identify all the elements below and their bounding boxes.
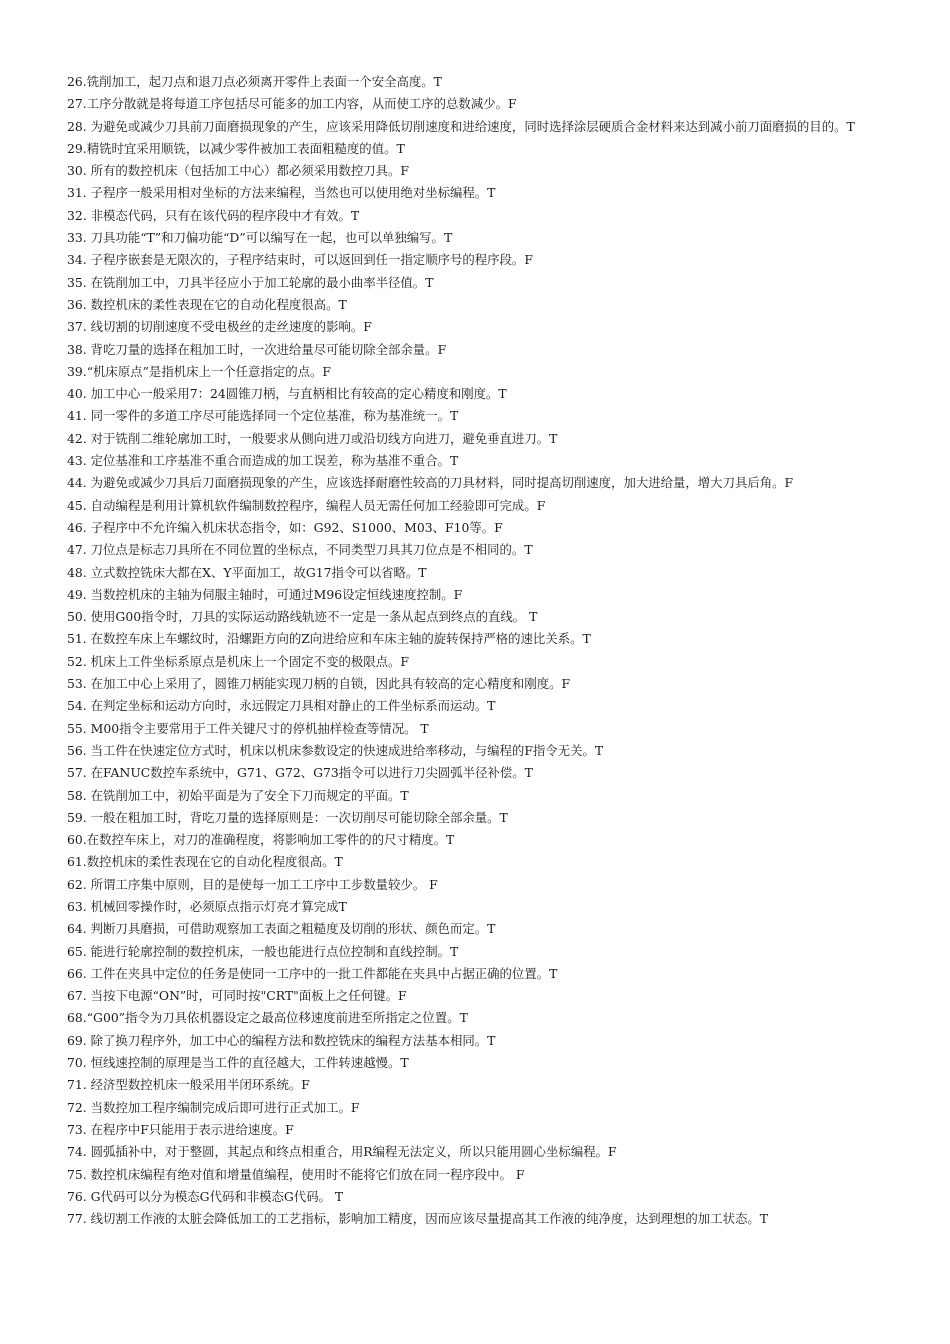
question-item: 32. 非模态代码，只有在该代码的程序段中才有效。T bbox=[67, 207, 360, 223]
question-item: 69. 除了换刀程序外，加工中心的编程方法和数控铣床的编程方法基本相同。T bbox=[67, 1032, 496, 1048]
question-item: 68.“G00”指令为刀具依机器设定之最高位移速度前进至所指定之位置。T bbox=[67, 1010, 468, 1026]
question-item: 48. 立式数控铣床大都在X、Y平面加工，故G17指令可以省略。T bbox=[67, 564, 427, 580]
question-item: 63. 机械回零操作时，必须原点指示灯亮才算完成T bbox=[67, 898, 347, 914]
question-item: 70. 恒线速控制的原理是当工件的直径越大，工件转速越慢。T bbox=[67, 1055, 409, 1071]
question-item: 45. 自动编程是利用计算机软件编制数控程序，编程人员无需任何加工经验即可完成。F bbox=[67, 497, 546, 513]
question-item: 36. 数控机床的柔性表现在它的自动化程度很高。T bbox=[67, 296, 347, 312]
question-item: 31. 子程序一般采用相对坐标的方法来编程，当然也可以使用绝对坐标编程。T bbox=[67, 185, 496, 201]
question-item: 28. 为避免或减少刀具前刀面磨损现象的产生，应该采用降低切削速度和进给速度，同时选择涂层硬质合金材料来达到减小前刀面磨损的目的。T bbox=[67, 118, 855, 134]
question-item: 50. 使用G00指令时，刀具的实际运动路线轨迹不一定是一条从起点到终点的直线。 T bbox=[67, 609, 538, 625]
question-item: 64. 判断刀具磨损，可借助观察加工表面之粗糙度及切削的形状、颜色而定。T bbox=[67, 921, 496, 937]
question-item: 52. 机床上工件坐标系原点是机床上一个固定不变的极限点。F bbox=[67, 653, 410, 669]
question-item: 73. 在程序中F只能用于表示进给速度。F bbox=[67, 1121, 294, 1137]
question-item: 71. 经济型数控机床一般采用半闭环系统。F bbox=[67, 1077, 310, 1093]
question-item: 74. 圆弧插补中，对于整圆，其起点和终点相重合，用R编程无法定义，所以只能用圆心坐标编程。F bbox=[67, 1144, 617, 1160]
question-item: 30. 所有的数控机床（包括加工中心）都必须采用数控刀具。F bbox=[67, 163, 410, 179]
question-item: 49. 当数控机床的主轴为伺服主轴时，可通过M96设定恒线速度控制。F bbox=[67, 586, 463, 602]
question-item: 42. 对于铣削二维轮廓加工时，一般要求从侧向进刀或沿切线方向进刀，避免垂直进刀。T bbox=[67, 430, 558, 446]
question-item: 39.“机床原点”是指机床上一个任意指定的点。F bbox=[67, 363, 332, 379]
question-item: 35. 在铣削加工中，刀具半径应小于加工轮廓的最小曲率半径值。T bbox=[67, 274, 434, 290]
question-item: 72. 当数控加工程序编制完成后即可进行正式加工。F bbox=[67, 1099, 360, 1115]
question-item: 57. 在FANUC数控车系统中，G71、G72、G73指令可以进行刀尖圆弧半径补偿。T bbox=[67, 765, 533, 781]
question-item: 40. 加工中心一般采用7：24圆锥刀柄，与直柄相比有较高的定心精度和刚度。T bbox=[67, 386, 507, 402]
question-item: 33. 刀具功能“T”和刀偏功能“D”可以编写在一起，也可以单独编写。T bbox=[67, 230, 453, 246]
question-item: 56. 当工件在快速定位方式时，机床以机床参数设定的快速成进给率移动，与编程的F指令无关。T bbox=[67, 742, 604, 758]
question-item: 54. 在判定坐标和运动方向时，永远假定刀具相对静止的工件坐标系而运动。T bbox=[67, 698, 496, 714]
question-item: 75. 数控机床编程有绝对值和增量值编程，使用时不能将它们放在同一程序段中。 F bbox=[67, 1166, 525, 1182]
question-item: 61.数控机床的柔性表现在它的自动化程度很高。T bbox=[67, 854, 343, 870]
question-item: 65. 能进行轮廓控制的数控机床，一般也能进行点位控制和直线控制。T bbox=[67, 943, 459, 959]
question-item: 44. 为避免或减少刀具后刀面磨损现象的产生，应该选择耐磨性较高的刀具材料，同时提高切削速度，加大进给量，增大刀具后角。F bbox=[67, 475, 794, 491]
question-item: 29.精铣时宜采用顺铣，以减少零件被加工表面粗糙度的值。T bbox=[67, 140, 405, 156]
question-item: 34. 子程序嵌套是无限次的，子程序结束时，可以返回到任一指定顺序号的程序段。F bbox=[67, 252, 533, 268]
question-item: 27.工序分散就是将每道工序包括尽可能多的加工内容，从而使工序的总数减少。F bbox=[67, 96, 517, 112]
question-item: 51. 在数控车床上车螺纹时，沿螺距方向的Z向进给应和车床主轴的旋转保持严格的速比关系。T bbox=[67, 631, 591, 647]
question-item: 26.铣削加工，起刀点和退刀点必须离开零件上表面一个安全高度。T bbox=[67, 74, 442, 89]
question-item: 41. 同一零件的多道工序尽可能选择同一个定位基准，称为基准统一。T bbox=[67, 408, 459, 424]
question-item: 47. 刀位点是标志刀具所在不同位置的坐标点，不同类型刀具其刀位点是不相同的。T bbox=[67, 542, 533, 558]
question-item: 43. 定位基准和工序基准不重合而造成的加工误差，称为基准不重合。T bbox=[67, 453, 459, 469]
question-item: 46. 子程序中不允许编入机床状态指令，如：G92、S1000、M03、F10等。F bbox=[67, 519, 503, 535]
question-item: 59. 一般在粗加工时，背吃刀量的选择原则是：一次切削尽可能切除全部余量。T bbox=[67, 809, 508, 825]
question-item: 77. 线切割工作液的太脏会降低加工的工艺指标，影响加工精度，因而应该尽量提高其工作液的纯净度，达到理想的加工状态。T bbox=[67, 1211, 769, 1227]
question-item: 60.在数控车床上，对刀的准确程度，将影响加工零件的的尺寸精度。T bbox=[67, 832, 455, 848]
question-item: 55. M00指令主要常用于工件关键尺寸的停机抽样检查等情况。 T bbox=[67, 720, 429, 736]
question-item: 38. 背吃刀量的选择在粗加工时，一次进给量尽可能切除全部余量。F bbox=[67, 341, 447, 357]
question-item: 37. 线切割的切削速度不受电极丝的走丝速度的影响。F bbox=[67, 319, 372, 335]
question-item: 76. G代码可以分为模态G代码和非模态G代码。 T bbox=[67, 1188, 344, 1204]
true-false-question-list bbox=[67, 71, 895, 1230]
question-item: 53. 在加工中心上采用了，圆锥刀柄能实现刀柄的自锁，因此具有较高的定心精度和刚度。F bbox=[67, 676, 571, 692]
question-item: 67. 当按下电源“ON”时，可同时按"CRT"面板上之任何键。F bbox=[67, 988, 407, 1004]
question-item: 58. 在铣削加工中，初始平面是为了安全下刀而规定的平面。T bbox=[67, 787, 409, 803]
question-item: 62. 所谓工序集中原则，目的是使每一加工工序中工步数量较少。 F bbox=[67, 876, 438, 892]
question-item: 66. 工件在夹具中定位的任务是使同一工序中的一批工件都能在夹具中占据正确的位置。T bbox=[67, 965, 558, 981]
